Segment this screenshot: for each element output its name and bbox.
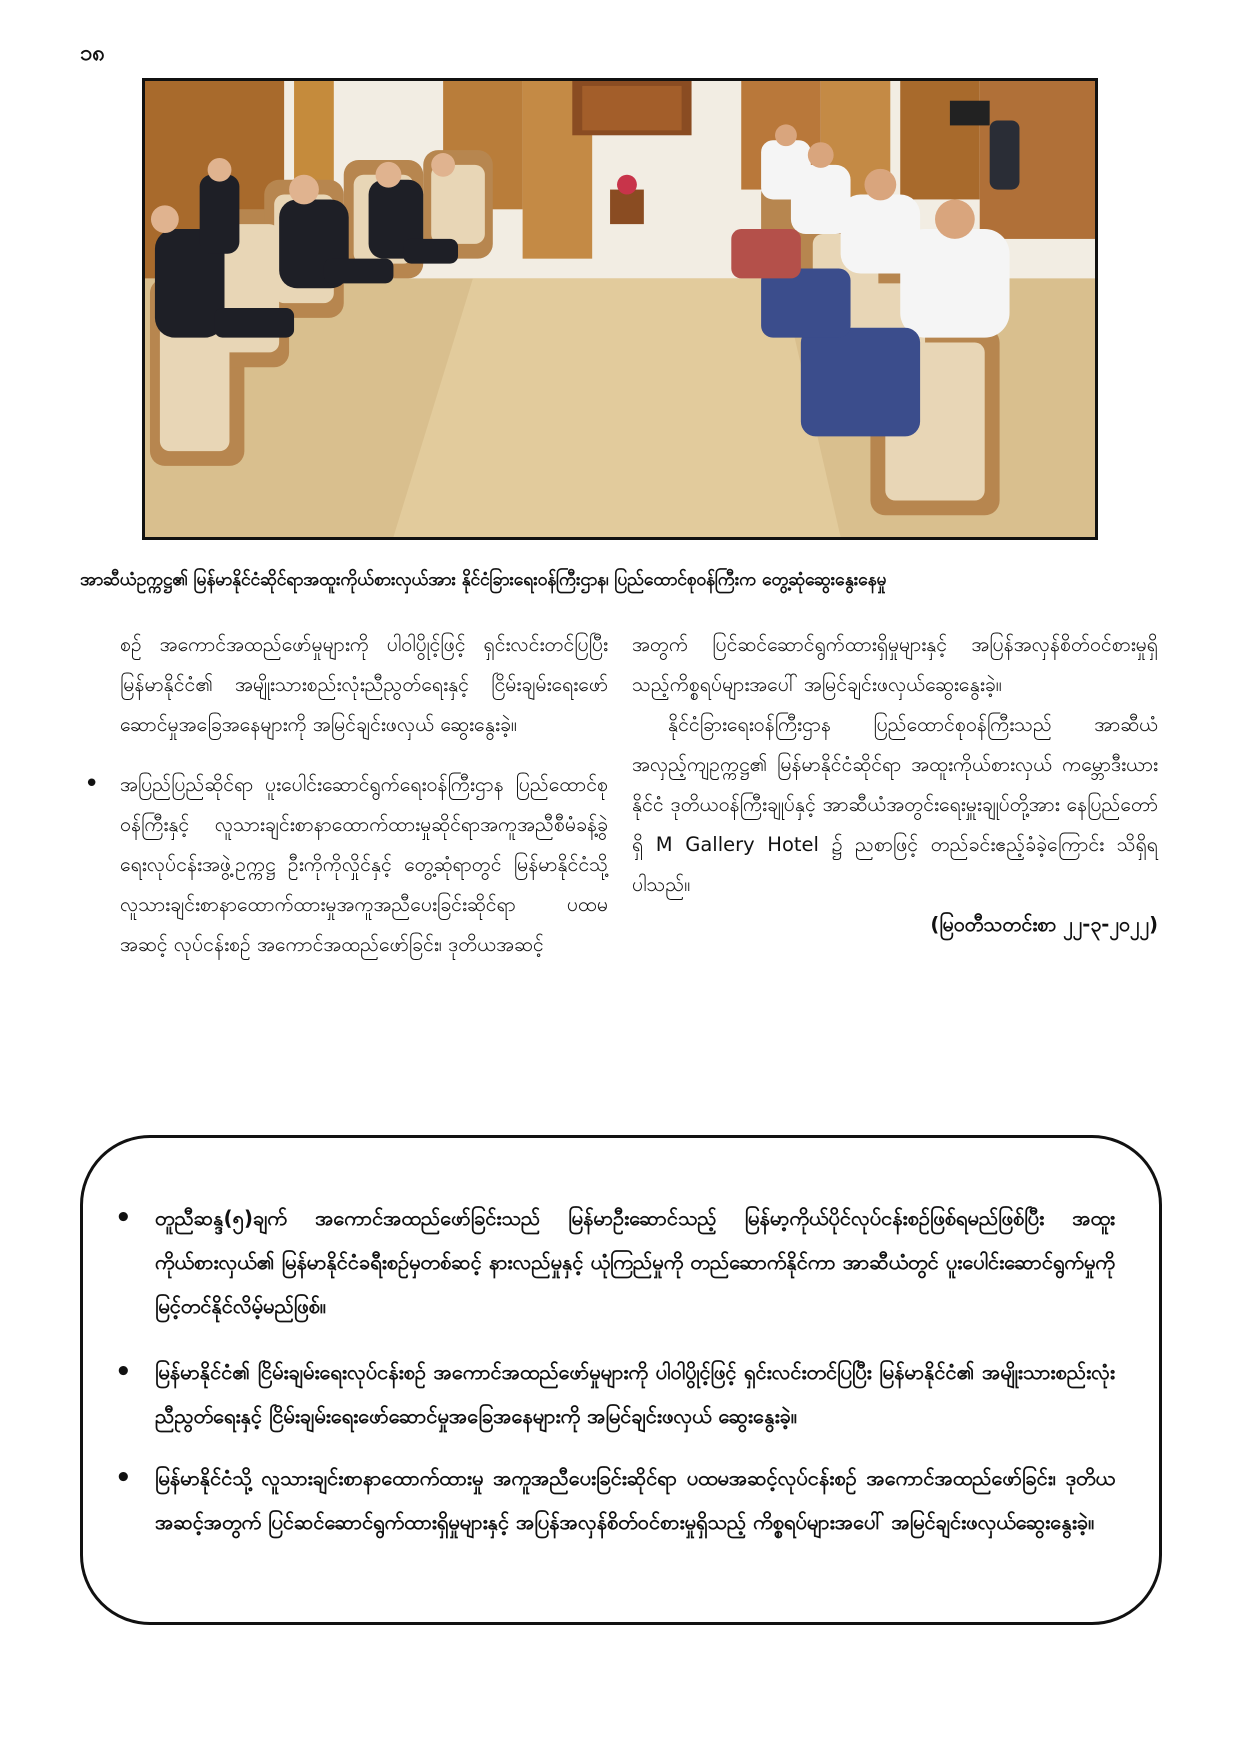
left-paragraph-1: စဉ် အကောင်အထည်ဖော်မှုများကို ပါဝါပွိုင့်ဖြင့် ရှင်းလင်းတင်ပြပြီး မြန်မာနိုင်ငံ၏ အမျိုးသားစည်းလုံးညီညွတ်ရေးနှင့် ငြိမ်းချမ်းရေးဖော်ဆောင်မှုအခြေအနေများကို အမြင်ချင်းဖလှယ် ဆွေးနွေးခဲ့။ bbox=[120, 633, 608, 736]
summary-item-text: တူညီဆန္ဒ(၅)ချက် အကောင်အထည်ဖော်ခြင်းသည် မြန်မာဦးဆောင်သည့် မြန်မာ့ကိုယ်ပိုင်လုပ်ငန်းစဉ်ဖြစ်ရမည်ဖြစ်ပြီး အထူးကိုယ်စားလှယ်၏ မြန်မာနိုင်ငံခရီးစဉ်မှတစ်ဆင့် နားလည်မှုနှင့် ယုံကြည်မှုကို တည်ဆောက်နိုင်ကာ အာဆီယံတွင် ပူးပေါင်းဆောင်ရွက်မှုကို မြင့်တင်နိုင်လိမ့်မည်ဖြစ်။ bbox=[155, 1206, 1115, 1318]
right-column bbox=[632, 625, 1158, 945]
summary-item bbox=[115, 1456, 1115, 1544]
news-source: (မြဝတီသတင်းစာ ၂၂-၃-၂၀၂၂) bbox=[930, 913, 1158, 936]
bullet-icon: • bbox=[115, 1203, 132, 1233]
bullet-icon: • bbox=[115, 1463, 132, 1493]
meeting-photo bbox=[142, 78, 1098, 540]
left-paragraph-2: အပြည်ပြည်ဆိုင်ရာ ပူးပေါင်းဆောင်ရွက်ရေးဝန်ကြီးဌာန ပြည်ထောင်စုဝန်ကြီးနှင့် လူသားချင်းစာနာထောက်ထားမှုဆိုင်ရာအကူအညီစီမံခန့်ခွဲရေးလုပ်ငန်းအဖွဲ့ဥက္ကဋ္ဌ ဦးကိုကိုလှိုင်နှင့် တွေ့ဆုံရာတွင် မြန်မာနိုင်ငံသို့ လူသားချင်းစာနာထောက်ထားမှုအကူအညီပေးခြင်းဆိုင်ရာ ပထမအဆင့် လုပ်ငန်းစဉ် အကောင်အထည်ဖော်ခြင်း၊ ဒုတိယအဆင့် bbox=[120, 773, 608, 956]
summary-box bbox=[80, 1135, 1162, 1625]
summary-item bbox=[115, 1350, 1115, 1438]
meeting-room-image bbox=[145, 81, 1095, 537]
right-paragraph-1: အတွက် ပြင်ဆင်ဆောင်ရွက်ထားရှိမှုများနှင့် အပြန်အလှန်စိတ်ဝင်စားမှုရှိသည့်ကိစ္စရပ်များအပေါ် အမြင်ချင်းဖလှယ်ဆွေးနွေးခဲ့။ bbox=[632, 633, 1158, 696]
page-number: ၁၈ bbox=[80, 41, 105, 66]
left-column bbox=[84, 625, 608, 965]
bullet-icon: • bbox=[115, 1357, 132, 1387]
left-bullet-item bbox=[84, 765, 608, 965]
photo-caption: အာဆီယံဥက္ကဋ္ဌ၏ မြန်မာနိုင်ငံဆိုင်ရာအထူးကိုယ်စားလှယ်အား နိုင်ငံခြားရေးဝန်ကြီးဌာန၊ ပြည်ထောင်စုဝန်ကြီးက တွေ့ဆုံဆွေးနွေးနေမှု bbox=[80, 570, 887, 590]
summary-item bbox=[115, 1196, 1115, 1328]
summary-item-text: မြန်မာနိုင်ငံသို့ လူသားချင်းစာနာထောက်ထားမှု အကူအညီပေးခြင်းဆိုင်ရာ ပထမအဆင့်လုပ်ငန်းစဉ် အကောင်အထည်ဖော်ခြင်း၊ ဒုတိယအဆင့်အတွက် ပြင်ဆင်ဆောင်ရွက်ထားရှိမှုများနှင့် အပြန်အလှန်စိတ်ဝင်စားမှုရှိသည့် ကိစ္စရပ်များအပေါ် အမြင်ချင်းဖလှယ်ဆွေးနွေးခဲ့။ bbox=[155, 1466, 1115, 1534]
summary-item-text: မြန်မာနိုင်ငံ၏ ငြိမ်းချမ်းရေးလုပ်ငန်းစဉ် အကောင်အထည်ဖော်မှုများကို ပါဝါပွိုင့်ဖြင့် ရှင်းလင်းတင်ပြပြီး မြန်မာနိုင်ငံ၏ အမျိုးသားစည်းလုံးညီညွတ်ရေးနှင့် ငြိမ်းချမ်းရေးဖော်ဆောင်မှုအခြေအနေများကို အမြင်ချင်းဖလှယ် ဆွေးနွေးခဲ့။ bbox=[155, 1360, 1115, 1428]
right-paragraph-2: နိုင်ငံခြားရေးဝန်ကြီးဌာန ပြည်ထောင်စုဝန်ကြီးသည် အာဆီယံအလှည့်ကျဥက္ကဋ္ဌ၏ မြန်မာနိုင်ငံဆိုင်ရာ အထူးကိုယ်စားလှယ် ကမ္ဘောဒီးယားနိုင်ငံ ဒုတိယဝန်ကြီးချုပ်နှင့် အာဆီယံအတွင်းရေးမှူးချုပ်တို့အား နေပြည်တော်ရှိ M Gallery Hotel ၌ ညစာဖြင့် တည်ခင်းဧည့်ခံခဲ့ကြောင်း သိရှိရပါသည်။ bbox=[632, 713, 1158, 896]
bullet-icon: • bbox=[84, 769, 100, 799]
